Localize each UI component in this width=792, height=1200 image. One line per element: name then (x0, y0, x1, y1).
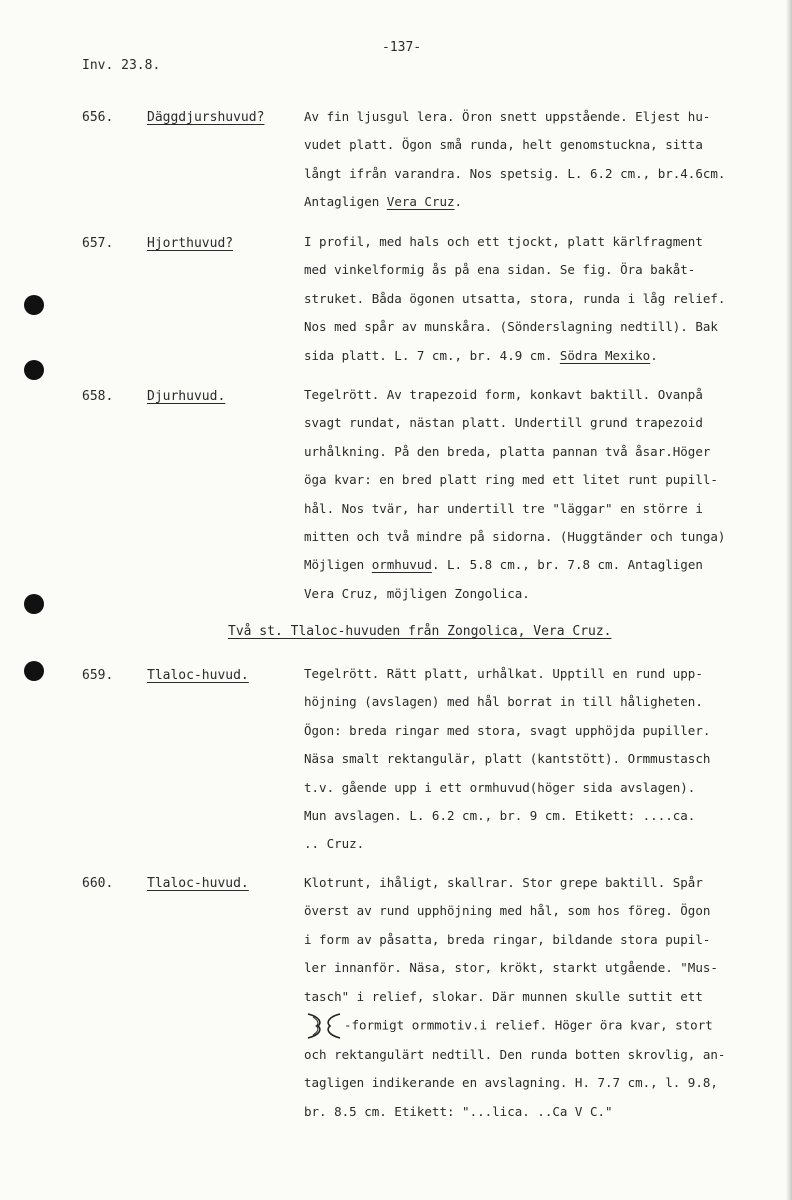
entry-title: Hjorthuvud? (147, 236, 234, 251)
punch-hole-icon (24, 661, 44, 681)
underlined-place: Vera Cruz (386, 194, 455, 210)
underlined-word: ormhuvud (371, 557, 432, 573)
page-number: -137- (382, 40, 422, 55)
entry-number: 658. (82, 389, 114, 404)
inventory-number: Inv. 23.8. (82, 58, 161, 73)
entry-number: 660. (82, 876, 114, 891)
entry-description: Tegelrött. Av trapezoid form, konkavt baktill. Ovanpå svagt rundat, nästan platt. Undertill grund trapezoid urhålkning. På den breda, platta pannan två åsar.Höger öga kvar: en bred platt ring med ett litet runt pupill- hål. Nos tvär, har undertill tre "läggar" en större i mitten och två mindre på sidorna. (Huggtänder och tunga) Möjligen ormhuvud. L. 5.8 cm., br. 7.8 cm. Antagligen Vera Cruz, möjligen Zongolica. (304, 387, 726, 601)
entry-title: Däggdjurshuvud? (147, 110, 265, 125)
entry-description: I profil, med hals och ett tjockt, platt kärlfragment med vinkelformig ås på ena sidan. Se fig. Öra bakåt- struket. Båda ögonen utsatta, stora, runda i låg relief. Nos med spår av munskåra. (Sönderslagning nedtill). Bak sida platt. L. 7 cm., br. 4.9 cm. Södra Mexiko. (304, 234, 726, 363)
entry-description: Klotrunt, ihåligt, skallrar. Stor grepe baktill. Spår överst av rund upphöjning med hål, som hos föreg. Ögon i form av påsatta, breda ringar, bildande stora pupil- ler innanför. Näsa, stor, krökt, starkt utgående. "Mus- tasch" i relief, slokar. Där munnen skulle suttit ett -formigt ormmotiv.i relief. Höger öra kvar, stort och rektangulärt nedtill. Den runda botten skrovlig, an- tagligen indikerande en avslagning. H. 7.7 cm., l. 9.8, br. 8.5 cm. Etikett: "...lica. ..Ca V C." (304, 875, 726, 1119)
punch-hole-icon (24, 295, 44, 315)
underlined-place: Södra Mexiko (559, 347, 651, 363)
entry-number: 656. (82, 110, 114, 125)
section-heading: Två st. Tlaloc-huvuden från Zongolica, Vera Cruz. (228, 624, 612, 639)
serpent-motif-icon (304, 1011, 344, 1041)
punch-hole-icon (24, 360, 44, 380)
punch-hole-icon (24, 594, 44, 614)
paper-edge-shadow (786, 0, 792, 1200)
entry-number: 657. (82, 236, 114, 251)
entry-title: Djurhuvud. (147, 389, 226, 404)
entry-description: Tegelrött. Rätt platt, urhålkat. Upptill en rund upp- höjning (avslagen) med hål borrat in till håligheten. Ögon: breda ringar med stora, svagt upphöjda pupiller. Näsa smalt rektangulär, platt (kantstött). Ormmustasch t.v. gående upp i ett ormhuvud(höger sida avslagen). Mun avslagen. L. 6.2 cm., br. 9 cm. Etikett: ....ca. .. Cruz. (304, 666, 711, 852)
entry-title: Tlaloc-huvud. (147, 876, 249, 891)
entry-description: Av fin ljusgul lera. Öron snett uppstående. Eljest hu- vudet platt. Ögon små runda, helt genomstuckna, sitta långt ifrån varandra. Nos spetsig. L. 6.2 cm., br.4.6cm. Antagligen Vera Cruz. (304, 109, 726, 210)
entry-title: Tlaloc-huvud. (147, 668, 249, 683)
entry-number: 659. (82, 668, 114, 683)
